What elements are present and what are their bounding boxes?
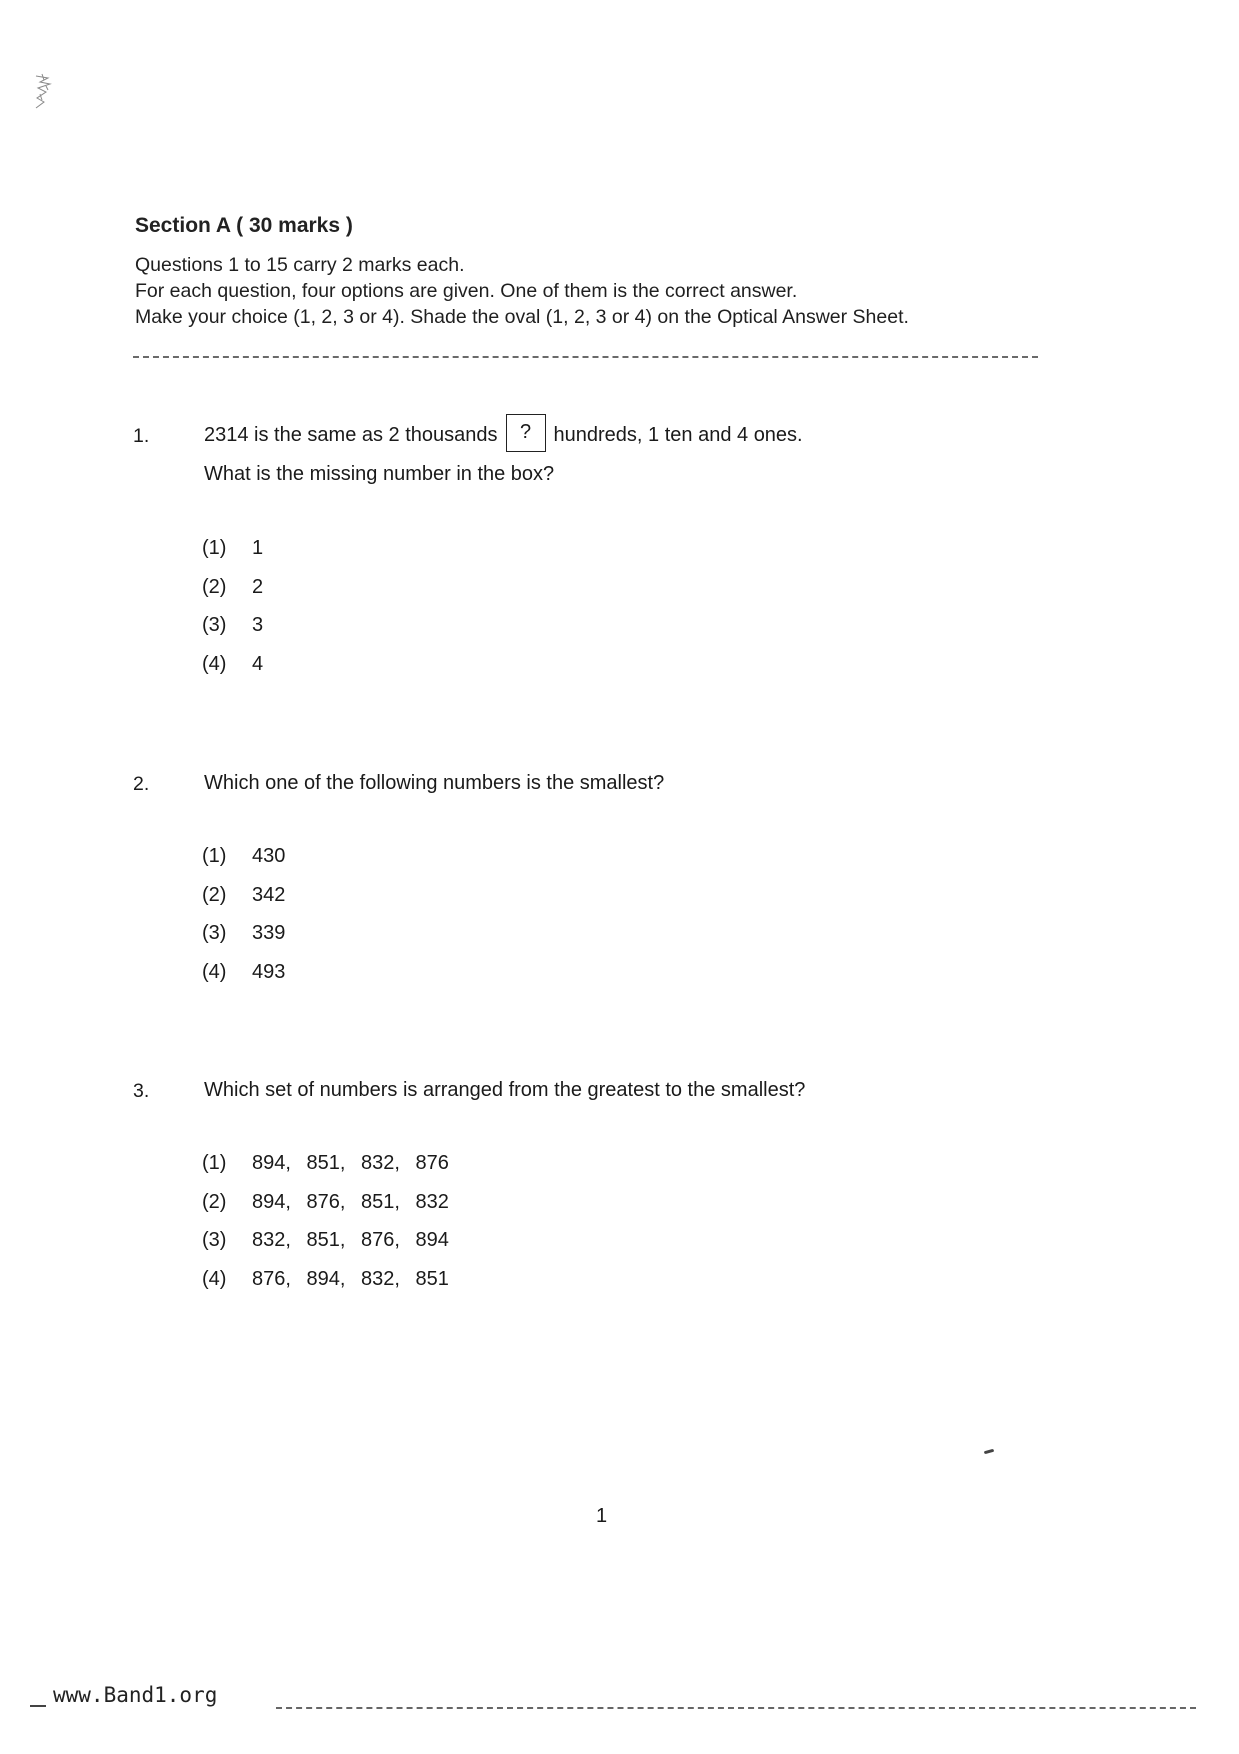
scan-artifact-mark (32, 72, 54, 112)
answer-option (202, 961, 285, 1000)
question-number: 3. (133, 1080, 150, 1102)
option-label: (2) (202, 1190, 227, 1213)
question-number: 1. (133, 425, 150, 447)
question-text (204, 415, 803, 455)
option-label: (1) (202, 845, 227, 867)
missing-number-box: ? (506, 414, 546, 452)
question-text: Which one of the following numbers is the smallest? (204, 772, 665, 794)
question-text-before-box: 2314 is the same as 2 thousands (204, 424, 498, 446)
option-value: 1 (252, 537, 264, 559)
option-value: 876, 894, 832, 851 (252, 1268, 449, 1291)
option-label: (4) (202, 961, 227, 984)
answer-option (202, 1152, 449, 1191)
option-label: (2) (202, 883, 227, 906)
answer-options (202, 1152, 449, 1307)
option-value: 4 (252, 653, 264, 676)
option-value: 430 (252, 845, 286, 867)
option-value: 832, 851, 876, 894 (252, 1229, 449, 1252)
answer-options (202, 537, 263, 692)
option-value: 493 (252, 961, 286, 984)
answer-option (202, 614, 263, 653)
option-label: (3) (202, 922, 227, 945)
section-title: Section A ( 30 marks ) (135, 214, 353, 237)
section-header (135, 214, 1035, 330)
option-label: (4) (202, 1268, 227, 1291)
footer-dash (30, 1705, 46, 1707)
option-label: (1) (202, 537, 227, 559)
answer-option (202, 845, 285, 884)
question-text-after-box: hundreds, 1 ten and 4 ones. (553, 424, 803, 446)
instruction-line-2: For each question, four options are given. One of them is the correct answer. (135, 280, 798, 302)
page-number: 1 (596, 1505, 608, 1527)
question-number: 2. (133, 773, 150, 795)
option-label: (3) (202, 614, 227, 637)
option-label: (4) (202, 653, 227, 676)
answer-option (202, 1229, 449, 1268)
question-text-line-2: What is the missing number in the box? (204, 463, 555, 485)
option-value: 339 (252, 922, 286, 945)
answer-option (202, 576, 263, 615)
answer-option (202, 653, 263, 692)
scan-speck (984, 1449, 994, 1454)
option-value: 342 (252, 883, 286, 906)
option-value: 894, 851, 832, 876 (252, 1152, 449, 1174)
header-divider (133, 356, 1038, 358)
instruction-line-1: Questions 1 to 15 carry 2 marks each. (135, 254, 465, 276)
answer-option (202, 1268, 449, 1307)
question-text: Which set of numbers is arranged from the greatest to the smallest? (204, 1079, 806, 1101)
option-label: (1) (202, 1152, 227, 1174)
answer-option (202, 922, 285, 961)
answer-option (202, 537, 263, 576)
footer-website: www.Band1.org (53, 1683, 218, 1707)
option-value: 2 (252, 575, 264, 598)
option-label: (2) (202, 575, 227, 598)
option-value: 3 (252, 614, 264, 637)
option-value: 894, 876, 851, 832 (252, 1190, 449, 1213)
answer-option (202, 1191, 449, 1230)
answer-options (202, 845, 285, 1000)
instruction-line-3: Make your choice (1, 2, 3 or 4). Shade the oval (1, 2, 3 or 4) on the Optical Answer Sheet. (135, 306, 909, 328)
answer-option (202, 884, 285, 923)
option-label: (3) (202, 1229, 227, 1252)
footer-divider (276, 1707, 1196, 1709)
